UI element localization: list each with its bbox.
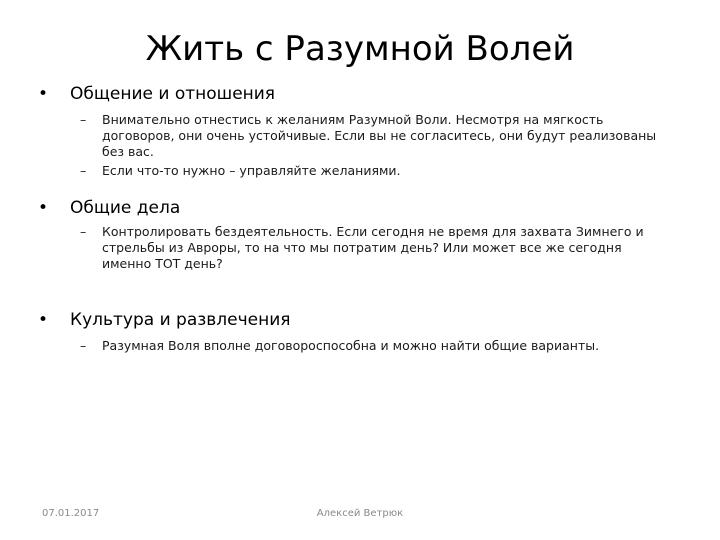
list-item	[80, 338, 660, 354]
list-item	[80, 163, 660, 179]
list-item-text: Внимательно отнестись к желаниям Разумной Воли. Несмотря на мягкость договоров, они очень устойчивые. Если вы не согласитесь, они будут реализованы без вас.	[102, 112, 657, 159]
list-item-text: Контролировать бездеятельность. Если сегодня не время для захвата Зимнего и стрельбы из Авроры, то на что мы потратим день? Или может все же сегодня именно ТОТ день?	[102, 224, 644, 271]
slide-title: Жить с Разумной Волей	[145, 29, 575, 69]
dash-icon: –	[80, 338, 87, 353]
bullet-icon: •	[38, 84, 49, 104]
list-item-text: Если что-то нужно – управляйте желаниями.	[102, 163, 401, 178]
dash-icon: –	[80, 163, 87, 178]
dash-icon: –	[80, 224, 87, 239]
section-heading-common-affairs	[38, 196, 678, 220]
section-items-culture	[80, 338, 660, 357]
section-items-common-affairs	[80, 224, 660, 275]
bullet-icon: •	[38, 198, 49, 218]
bullet-icon: •	[38, 310, 49, 330]
section-heading-text: Общие дела	[70, 198, 181, 218]
list-item-text: Разумная Воля вполне договороспособна и можно найти общие варианты.	[102, 338, 600, 353]
footer-date: 07.01.2017	[42, 508, 100, 519]
list-item	[80, 224, 660, 272]
dash-icon: –	[80, 112, 87, 127]
section-heading-culture	[38, 308, 678, 332]
section-items-communication	[80, 112, 660, 182]
section-heading-text: Общение и отношения	[70, 84, 276, 104]
footer-author: Алексей Ветрюк	[316, 508, 404, 519]
section-heading-text: Культура и развлечения	[70, 310, 291, 330]
section-heading-communication	[38, 82, 678, 106]
list-item	[80, 112, 660, 160]
